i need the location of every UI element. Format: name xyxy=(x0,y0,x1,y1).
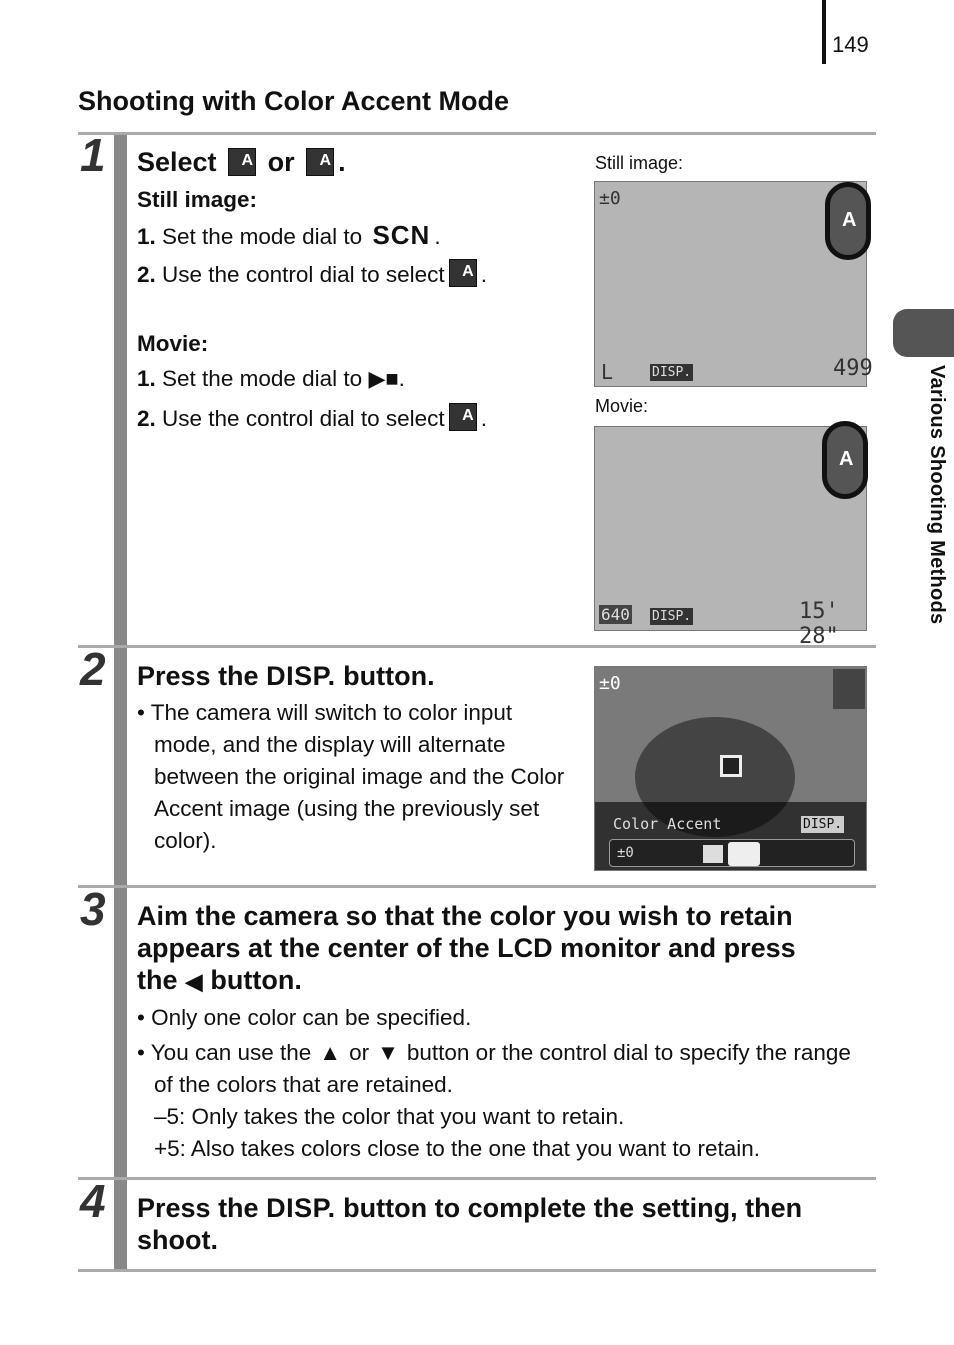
up-arrow-icon: ▲ xyxy=(319,1040,342,1065)
movie-heading: Movie: xyxy=(137,331,209,356)
divider xyxy=(78,1177,876,1180)
divider xyxy=(78,1269,876,1272)
step-bullet: • Only one color can be specified. xyxy=(137,1005,472,1030)
step-number: 2 xyxy=(80,643,106,695)
movie-step-2: 2. Use the control dial to selectA . xyxy=(137,403,487,435)
step-title: Press the DISP. button. xyxy=(137,661,435,691)
movie-step-1: 1. Set the mode dial to ▶■. xyxy=(137,366,405,391)
caption-still: Still image: xyxy=(595,153,684,173)
step-number: 1 xyxy=(80,129,106,181)
caption-movie: Movie: xyxy=(595,396,649,416)
step-title: Press the DISP. button to complete the setting, then shoot. xyxy=(137,1193,803,1255)
step-title: Select A or A . xyxy=(137,146,346,178)
step-bullet: • The camera will switch to color input mode, and the display will alternate between the original image and the Color Accent image (using the previously set color). xyxy=(137,700,565,853)
step-number: 4 xyxy=(80,1175,106,1227)
still-step-2: 2. Use the control dial to selectA . xyxy=(137,259,487,291)
movie-color-accent-highlight xyxy=(822,421,868,499)
down-arrow-icon: ▼ xyxy=(377,1040,399,1065)
color-accent-icon xyxy=(228,148,256,176)
page-rule xyxy=(822,0,826,64)
movie-mode-icon: ▶■ xyxy=(368,366,399,391)
chapter-tab xyxy=(893,309,954,357)
movie-color-accent-icon xyxy=(306,148,334,176)
page-number: 149 xyxy=(832,32,869,57)
step-number: 3 xyxy=(80,883,106,935)
left-arrow-icon: ◀ xyxy=(185,969,203,994)
step-bullet: • You can use the ▲ or ▼ button or the control dial to specify the range of the colors that are retained. xyxy=(137,1040,851,1097)
range-plus: +5: Also takes colors close to the one that you want to retain. xyxy=(154,1136,760,1161)
color-accent-icon xyxy=(449,259,477,287)
scn-icon: SCN xyxy=(372,220,431,250)
divider xyxy=(78,132,876,135)
still-step-1: 1. Set the mode dial to SCN . xyxy=(137,220,441,250)
movie-color-accent-icon xyxy=(449,403,477,431)
divider xyxy=(78,885,876,888)
section-title: Shooting with Color Accent Mode xyxy=(78,86,509,116)
still-heading: Still image: xyxy=(137,187,258,212)
chapter-label: Various Shooting Methods xyxy=(926,365,948,625)
divider xyxy=(78,645,876,648)
range-minus: –5: Only takes the color that you want to retain. xyxy=(154,1104,625,1129)
lcd-movie: 640 DISP. 15' 28" A xyxy=(594,426,867,631)
color-accent-mode-highlight xyxy=(825,182,871,260)
step-title: Aim the camera so that the color you wish to retain appears at the center of the LCD monitor and press the ◀ button. xyxy=(137,901,796,995)
lcd-color-accent: ±0 Color Accent DISP. ±0 xyxy=(594,666,867,871)
steps-bar xyxy=(114,135,127,1271)
lcd-still: ±0 L DISP. 499 A xyxy=(594,181,867,387)
